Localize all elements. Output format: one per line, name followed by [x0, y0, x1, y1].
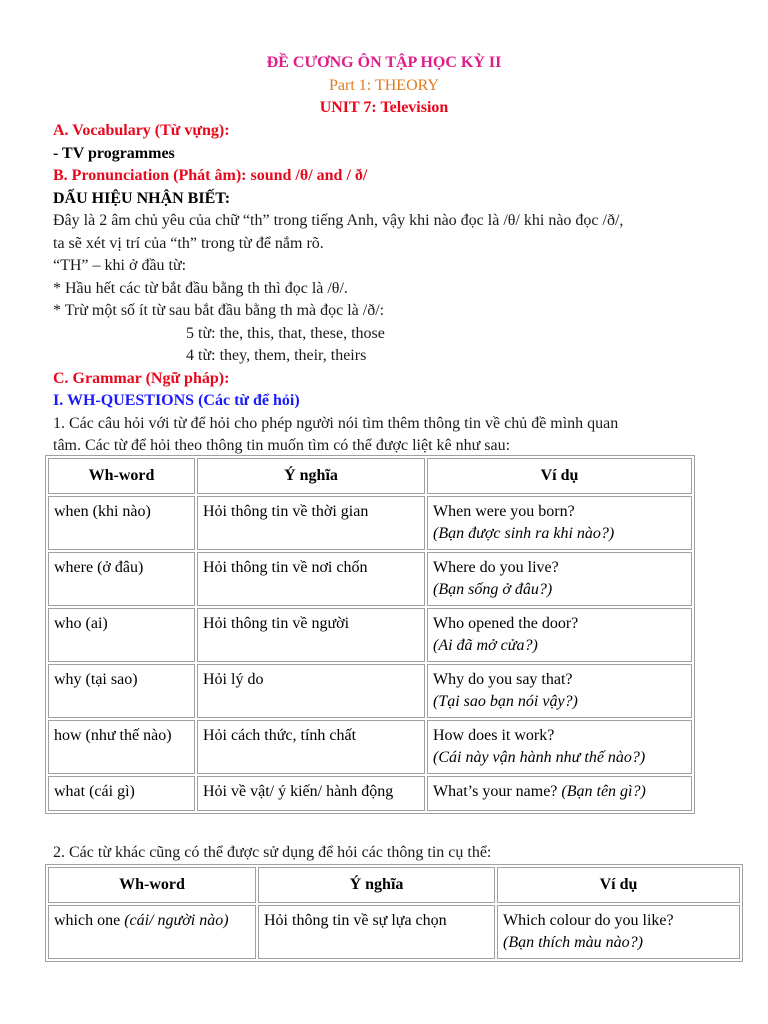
example-translation: (Bạn tên gì?) [561, 783, 646, 800]
example-text: Where do you live? [433, 559, 559, 576]
example-translation: (Tại sao bạn nói vậy?) [433, 693, 578, 710]
example-cell [427, 720, 692, 774]
example-text: What’s your name? [433, 783, 558, 800]
example-text: How does it work? [433, 727, 555, 744]
example-cell [427, 664, 692, 718]
section-b-heading: B. Pronunciation (Phát âm): sound /θ/ and / ð/ [53, 167, 368, 184]
header-wh-word: Wh-word [48, 458, 195, 494]
table-row [48, 496, 692, 550]
sign-heading: DẤU HIỆU NHẬN BIẾT: [53, 190, 231, 207]
table-row [48, 552, 692, 606]
th-start-label: “TH” – khi ở đầu từ: [53, 257, 187, 274]
example-translation: (Bạn sống ở đâu?) [433, 581, 553, 598]
intro-2: 2. Các từ khác cũng có thể được sử dụng để hỏi các thông tin cụ thể: [53, 844, 492, 861]
example-cell [427, 776, 692, 811]
table-row [48, 664, 692, 718]
example-text: Which colour do you like? [503, 912, 674, 929]
table-row [48, 720, 692, 774]
example-translation: (Bạn thích màu nào?) [503, 934, 643, 951]
meaning-cell: Hỏi thông tin về nơi chốn [197, 552, 425, 606]
meaning-cell: Hỏi thông tin về người [197, 608, 425, 662]
example-text: Why do you say that? [433, 671, 573, 688]
wh-word-cell [48, 905, 256, 959]
example-translation: (Bạn được sinh ra khi nào?) [433, 525, 615, 542]
header-example: Ví dụ [427, 458, 692, 494]
example-cell [427, 496, 692, 550]
example-text: When were you born? [433, 503, 575, 520]
rule-bullet-1: * Hầu hết các từ bắt đầu bằng th thì đọc là /θ/. [53, 280, 348, 297]
table-row [48, 905, 740, 959]
wh-word-cell: who (ai) [48, 608, 195, 662]
meaning-cell: Hỏi thông tin về thời gian [197, 496, 425, 550]
wh-questions-heading: I. WH-QUESTIONS (Các từ để hỏi) [53, 392, 300, 409]
section-c-heading: C. Grammar (Ngữ pháp): [53, 370, 230, 387]
wh-word-note: (cái/ người nào) [124, 912, 229, 929]
header-wh-word: Wh-word [48, 867, 256, 903]
section-a-heading: A. Vocabulary (Từ vựng): [53, 122, 230, 139]
wh-words-table [45, 455, 695, 814]
example-translation: (Cái này vận hành như thế nào?) [433, 749, 646, 766]
example-cell [427, 552, 692, 606]
wh-word-cell: when (khi nào) [48, 496, 195, 550]
part-heading: Part 1: THEORY [329, 77, 439, 94]
header-meaning: Ý nghĩa [258, 867, 495, 903]
meaning-cell: Hỏi cách thức, tính chất [197, 720, 425, 774]
example-cell [497, 905, 740, 959]
rule-bullet-2: * Trừ một số ít từ sau bắt đầu bằng th mà đọc là /ð/: [53, 302, 385, 319]
example-text: Who opened the door? [433, 615, 579, 632]
intro-1-line-2: tâm. Các từ để hỏi theo thông tin muốn tìm có thể được liệt kê như sau: [53, 437, 511, 454]
pronunciation-paragraph-line-1: Đây là 2 âm chủ yêu của chữ “th” trong tiếng Anh, vậy khi nào đọc là /θ/ khi nào đọc /ð/, [53, 212, 624, 229]
tv-programmes: - TV programmes [53, 145, 175, 162]
example-cell [427, 608, 692, 662]
table-header-row [48, 458, 692, 494]
table-row [48, 776, 692, 811]
wh-word-cell: why (tại sao) [48, 664, 195, 718]
meaning-cell: Hỏi về vật/ ý kiến/ hành động [197, 776, 425, 811]
exception-words-4: 4 từ: they, them, their, theirs [186, 347, 367, 364]
wh-word-cell: what (cái gì) [48, 776, 195, 811]
other-words-table [45, 864, 743, 962]
wh-word-cell: where (ở đâu) [48, 552, 195, 606]
wh-word-text: which one [54, 912, 121, 929]
header-meaning: Ý nghĩa [197, 458, 425, 494]
unit-heading: UNIT 7: Television [319, 99, 449, 116]
wh-word-cell: how (như thế nào) [48, 720, 195, 774]
pronunciation-paragraph-line-2: ta sẽ xét vị trí của “th” trong từ để nắm rõ. [53, 235, 324, 252]
exception-words-5: 5 từ: the, this, that, these, those [186, 325, 385, 342]
document-title: ĐỀ CƯƠNG ÔN TẬP HỌC KỲ II [266, 54, 502, 71]
table-row [48, 608, 692, 662]
meaning-cell: Hỏi thông tin về sự lựa chọn [258, 905, 495, 959]
header-example: Ví dụ [497, 867, 740, 903]
meaning-cell: Hỏi lý do [197, 664, 425, 718]
table-header-row [48, 867, 740, 903]
intro-1-line-1: 1. Các câu hỏi với từ để hỏi cho phép người nói tìm thêm thông tin về chủ đề mình quan [53, 415, 619, 432]
example-translation: (Ai đã mở cửa?) [433, 637, 538, 654]
